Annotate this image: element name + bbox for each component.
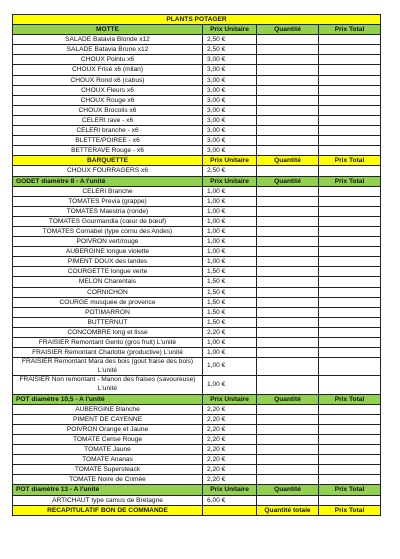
- unit-price: 3,00 €: [203, 95, 257, 105]
- product-name: POIVRON Orange et Jaune: [13, 424, 203, 434]
- section-title: BARQUETTE: [13, 156, 203, 166]
- unit-price: 1,50 €: [203, 267, 257, 277]
- quantity-cell[interactable]: [257, 307, 319, 317]
- quantity-cell[interactable]: [257, 226, 319, 236]
- unit-price: 1,00 €: [203, 358, 257, 376]
- quantity-cell[interactable]: [257, 105, 319, 115]
- product-row: [13, 434, 381, 444]
- total-price-cell: [319, 277, 381, 287]
- quantity-cell[interactable]: [257, 465, 319, 475]
- total-price-cell: [319, 434, 381, 444]
- total-price-cell: [319, 55, 381, 65]
- product-row: [13, 307, 381, 317]
- order-table: [12, 14, 381, 516]
- total-price-cell: [319, 358, 381, 376]
- quantity-cell[interactable]: [257, 338, 319, 348]
- product-name: ARTICHAUT type camus de Bretagne: [13, 495, 203, 505]
- section-title: GODET diamètre 8 - A l'unité: [13, 176, 203, 186]
- quantity-cell[interactable]: [257, 247, 319, 257]
- unit-price: 1,00 €: [203, 206, 257, 216]
- total-price-cell: [319, 85, 381, 95]
- unit-price: 2,20 €: [203, 414, 257, 424]
- product-row: [13, 146, 381, 156]
- product-name: TOMATES Previa (grappe): [13, 196, 203, 206]
- product-name: AUBERGINE Blanche: [13, 404, 203, 414]
- product-name: CHOUX Frisé x6 (milan): [13, 65, 203, 75]
- total-price-header: Prix Total: [319, 156, 381, 166]
- product-row: [13, 455, 381, 465]
- section-header-row: [13, 156, 381, 166]
- total-price-cell: [319, 424, 381, 434]
- section-header-row: [13, 485, 381, 495]
- total-price-header: Prix Total: [319, 25, 381, 35]
- total-price-cell: [319, 348, 381, 358]
- product-name: COURGE musquée de provence: [13, 297, 203, 307]
- product-row: [13, 55, 381, 65]
- quantity-cell[interactable]: [257, 404, 319, 414]
- product-name: CHOUX Rouge x6: [13, 95, 203, 105]
- product-name: CHOUX Fleurs x6: [13, 85, 203, 95]
- total-price-cell: [319, 136, 381, 146]
- product-row: [13, 65, 381, 75]
- total-price-header: Prix Total: [319, 485, 381, 495]
- quantity-cell[interactable]: [257, 65, 319, 75]
- unit-price: 3,00 €: [203, 85, 257, 95]
- product-row: [13, 35, 381, 45]
- quantity-cell[interactable]: [257, 146, 319, 156]
- summary-blank: [203, 505, 257, 515]
- total-price-cell: [319, 317, 381, 327]
- quantity-cell[interactable]: [257, 267, 319, 277]
- unit-price: 2,20 €: [203, 455, 257, 465]
- quantity-cell[interactable]: [257, 186, 319, 196]
- unit-price: 1,00 €: [203, 226, 257, 236]
- unit-price: 1,00 €: [203, 196, 257, 206]
- unit-price: 1,00 €: [203, 247, 257, 257]
- unit-price: 1,00 €: [203, 338, 257, 348]
- sheet-title: PLANTS POTAGER: [13, 15, 381, 25]
- product-row: [13, 136, 381, 146]
- total-price-cell: [319, 338, 381, 348]
- total-price-cell: [319, 166, 381, 176]
- total-price-cell: [319, 307, 381, 317]
- section-title: POT diamètre 10,5 - A l'unité: [13, 394, 203, 404]
- unit-price: 3,00 €: [203, 126, 257, 136]
- product-row: [13, 186, 381, 196]
- section-title: MOTTE: [13, 25, 203, 35]
- product-row: [13, 445, 381, 455]
- quantity-cell[interactable]: [257, 327, 319, 337]
- total-price-cell: [319, 206, 381, 216]
- quantity-cell[interactable]: [257, 95, 319, 105]
- unit-price: 2,20 €: [203, 404, 257, 414]
- product-row: [13, 348, 381, 358]
- quantity-cell[interactable]: [257, 166, 319, 176]
- total-price-cell: [319, 126, 381, 136]
- unit-price-header: Prix Unitaire: [203, 485, 257, 495]
- quantity-cell[interactable]: [257, 126, 319, 136]
- total-price-cell: [319, 35, 381, 45]
- total-price-cell: [319, 267, 381, 277]
- unit-price: 2,20 €: [203, 327, 257, 337]
- quantity-cell[interactable]: [257, 35, 319, 45]
- product-name: TOMATES Cornabel (type cornu des Andes): [13, 226, 203, 236]
- quantity-cell[interactable]: [257, 358, 319, 376]
- total-price-cell: [319, 115, 381, 125]
- product-name: FRAISIER Remontant Gento (gros fruit) L'unité: [13, 338, 203, 348]
- quantity-cell[interactable]: [257, 455, 319, 465]
- unit-price: 1,00 €: [203, 186, 257, 196]
- product-row: [13, 237, 381, 247]
- product-row: [13, 495, 381, 505]
- quantity-header: Quantité: [257, 156, 319, 166]
- quantity-cell[interactable]: [257, 277, 319, 287]
- summary-total-label: Prix Total: [319, 505, 381, 515]
- unit-price-header: Prix Unitaire: [203, 156, 257, 166]
- unit-price: 2,20 €: [203, 465, 257, 475]
- total-price-cell: [319, 247, 381, 257]
- product-name: TOMATE Jaune: [13, 445, 203, 455]
- unit-price: 1,50 €: [203, 277, 257, 287]
- quantity-cell[interactable]: [257, 196, 319, 206]
- quantity-cell[interactable]: [257, 434, 319, 444]
- product-name: TOMATE Ananas: [13, 455, 203, 465]
- total-price-header: Prix Total: [319, 394, 381, 404]
- summary-title: RECAPITULATIF BON DE COMMANDE: [13, 505, 203, 515]
- total-price-cell: [319, 475, 381, 485]
- total-price-cell: [319, 404, 381, 414]
- unit-price: 1,50 €: [203, 287, 257, 297]
- unit-price-header: Prix Unitaire: [203, 394, 257, 404]
- total-price-cell: [319, 327, 381, 337]
- product-row: [13, 166, 381, 176]
- quantity-cell[interactable]: [257, 206, 319, 216]
- unit-price: 3,00 €: [203, 75, 257, 85]
- quantity-cell[interactable]: [257, 424, 319, 434]
- quantity-header: Quantité: [257, 176, 319, 186]
- unit-price: 3,00 €: [203, 65, 257, 75]
- product-name: BETTERAVE Rouge - x6: [13, 146, 203, 156]
- section-header-row: [13, 25, 381, 35]
- unit-price: 3,00 €: [203, 146, 257, 156]
- product-row: [13, 297, 381, 307]
- product-name: MELON Charentais: [13, 277, 203, 287]
- product-row: [13, 85, 381, 95]
- total-price-cell: [319, 226, 381, 236]
- product-name: TOMATE Cerise Rouge: [13, 434, 203, 444]
- unit-price: 2,20 €: [203, 445, 257, 455]
- product-row: [13, 277, 381, 287]
- quantity-cell[interactable]: [257, 297, 319, 307]
- product-row: [13, 216, 381, 226]
- section-header-row: [13, 176, 381, 186]
- unit-price: 1,00 €: [203, 237, 257, 247]
- product-name: TOMATE Noire de Crimée: [13, 475, 203, 485]
- total-price-cell: [319, 495, 381, 505]
- summary-quantity-label: Quantité totale: [257, 505, 319, 515]
- section-title: POT diamètre 13 - A l'unité: [13, 485, 203, 495]
- product-row: [13, 475, 381, 485]
- product-name: SALADE Batavia Blonde x12: [13, 35, 203, 45]
- product-name: TOMATE Supersteack: [13, 465, 203, 475]
- product-name: BUTTERNUT: [13, 317, 203, 327]
- unit-price: 1,50 €: [203, 297, 257, 307]
- product-name: CHOUX Brocolis x6: [13, 105, 203, 115]
- quantity-cell[interactable]: [257, 475, 319, 485]
- unit-price: 2,50 €: [203, 35, 257, 45]
- product-name: CHOUX FOURRAGERS x6: [13, 166, 203, 176]
- product-row: [13, 376, 381, 394]
- unit-price-header: Prix Unitaire: [203, 25, 257, 35]
- product-row: [13, 257, 381, 267]
- unit-price: 3,00 €: [203, 136, 257, 146]
- unit-price: 3,00 €: [203, 115, 257, 125]
- total-price-cell: [319, 196, 381, 206]
- product-name: POIVRON vert/rouge: [13, 237, 203, 247]
- quantity-cell[interactable]: [257, 136, 319, 146]
- product-name: FRAISIER Non remontant - Manon des fraises (savoureuse) L'unité: [13, 376, 203, 394]
- quantity-cell[interactable]: [257, 45, 319, 55]
- product-name: CELERI rave - x6: [13, 115, 203, 125]
- product-row: [13, 267, 381, 277]
- product-row: [13, 338, 381, 348]
- summary-row: [13, 505, 381, 515]
- product-row: [13, 465, 381, 475]
- unit-price: 2,20 €: [203, 424, 257, 434]
- product-name: CHOUX Rond x6 (cabus): [13, 75, 203, 85]
- total-price-cell: [319, 45, 381, 55]
- quantity-header: Quantité: [257, 25, 319, 35]
- quantity-cell[interactable]: [257, 317, 319, 327]
- product-row: [13, 126, 381, 136]
- product-name: CHOUX Pointu x6: [13, 55, 203, 65]
- total-price-cell: [319, 287, 381, 297]
- product-name: FRAISIER Remontant Mara des bois (gout fraise des bois) L'unité: [13, 358, 203, 376]
- quantity-cell[interactable]: [257, 287, 319, 297]
- quantity-cell[interactable]: [257, 257, 319, 267]
- unit-price: 2,20 €: [203, 434, 257, 444]
- product-name: AUBERGINE longue violette: [13, 247, 203, 257]
- product-name: CELERI Branche: [13, 186, 203, 196]
- unit-price: 1,00 €: [203, 257, 257, 267]
- unit-price: 6,00 €: [203, 495, 257, 505]
- unit-price: 1,50 €: [203, 307, 257, 317]
- unit-price: 3,00 €: [203, 55, 257, 65]
- quantity-cell[interactable]: [257, 216, 319, 226]
- unit-price: 2,50 €: [203, 166, 257, 176]
- quantity-cell[interactable]: [257, 348, 319, 358]
- unit-price: 3,00 €: [203, 105, 257, 115]
- product-name: PIMENT DOUX des landes: [13, 257, 203, 267]
- quantity-header: Quantité: [257, 485, 319, 495]
- title-row: [13, 15, 381, 25]
- quantity-cell[interactable]: [257, 414, 319, 424]
- product-row: [13, 105, 381, 115]
- product-row: [13, 75, 381, 85]
- product-row: [13, 226, 381, 236]
- unit-price: 1,50 €: [203, 317, 257, 327]
- product-name: TOMATES Maestria (ronde): [13, 206, 203, 216]
- product-row: [13, 404, 381, 414]
- product-name: TOMATES Gourmandia (cœur de bœuf): [13, 216, 203, 226]
- quantity-cell[interactable]: [257, 115, 319, 125]
- quantity-cell[interactable]: [257, 445, 319, 455]
- unit-price: 1,00 €: [203, 376, 257, 394]
- product-name: COURGETTE longue verte: [13, 267, 203, 277]
- unit-price: 2,50 €: [203, 45, 257, 55]
- product-row: [13, 414, 381, 424]
- order-sheet: [12, 14, 380, 516]
- product-row: [13, 424, 381, 434]
- section-header-row: [13, 394, 381, 404]
- total-price-header: Prix Total: [319, 176, 381, 186]
- total-price-cell: [319, 297, 381, 307]
- product-row: [13, 196, 381, 206]
- quantity-cell[interactable]: [257, 85, 319, 95]
- product-row: [13, 317, 381, 327]
- total-price-cell: [319, 186, 381, 196]
- product-name: CORNICHON: [13, 287, 203, 297]
- product-name: PIMENT DE CAYENNE: [13, 414, 203, 424]
- total-price-cell: [319, 216, 381, 226]
- quantity-cell[interactable]: [257, 495, 319, 505]
- total-price-cell: [319, 65, 381, 75]
- total-price-cell: [319, 105, 381, 115]
- quantity-cell[interactable]: [257, 55, 319, 65]
- unit-price: 2,20 €: [203, 475, 257, 485]
- total-price-cell: [319, 455, 381, 465]
- total-price-cell: [319, 95, 381, 105]
- quantity-header: Quantité: [257, 394, 319, 404]
- total-price-cell: [319, 257, 381, 267]
- unit-price-header: Prix Unitaire: [203, 176, 257, 186]
- total-price-cell: [319, 376, 381, 394]
- quantity-cell[interactable]: [257, 75, 319, 85]
- product-row: [13, 115, 381, 125]
- product-row: [13, 327, 381, 337]
- total-price-cell: [319, 445, 381, 455]
- unit-price: 1,00 €: [203, 348, 257, 358]
- product-name: SALADE Batavia Brune x12: [13, 45, 203, 55]
- total-price-cell: [319, 465, 381, 475]
- product-row: [13, 206, 381, 216]
- product-row: [13, 95, 381, 105]
- total-price-cell: [319, 75, 381, 85]
- total-price-cell: [319, 237, 381, 247]
- product-name: FRAISIER Remontant Charlotte (productive) L'unité: [13, 348, 203, 358]
- product-name: CONCOMBRE long et lisse: [13, 327, 203, 337]
- product-name: BLETTE/POIREE - x6: [13, 136, 203, 146]
- product-row: [13, 45, 381, 55]
- quantity-cell[interactable]: [257, 376, 319, 394]
- product-name: CELERI branche - x6: [13, 126, 203, 136]
- quantity-cell[interactable]: [257, 237, 319, 247]
- product-row: [13, 358, 381, 376]
- total-price-cell: [319, 414, 381, 424]
- total-price-cell: [319, 146, 381, 156]
- product-name: POTIMARRON: [13, 307, 203, 317]
- product-row: [13, 247, 381, 257]
- product-row: [13, 287, 381, 297]
- unit-price: 1,00 €: [203, 216, 257, 226]
